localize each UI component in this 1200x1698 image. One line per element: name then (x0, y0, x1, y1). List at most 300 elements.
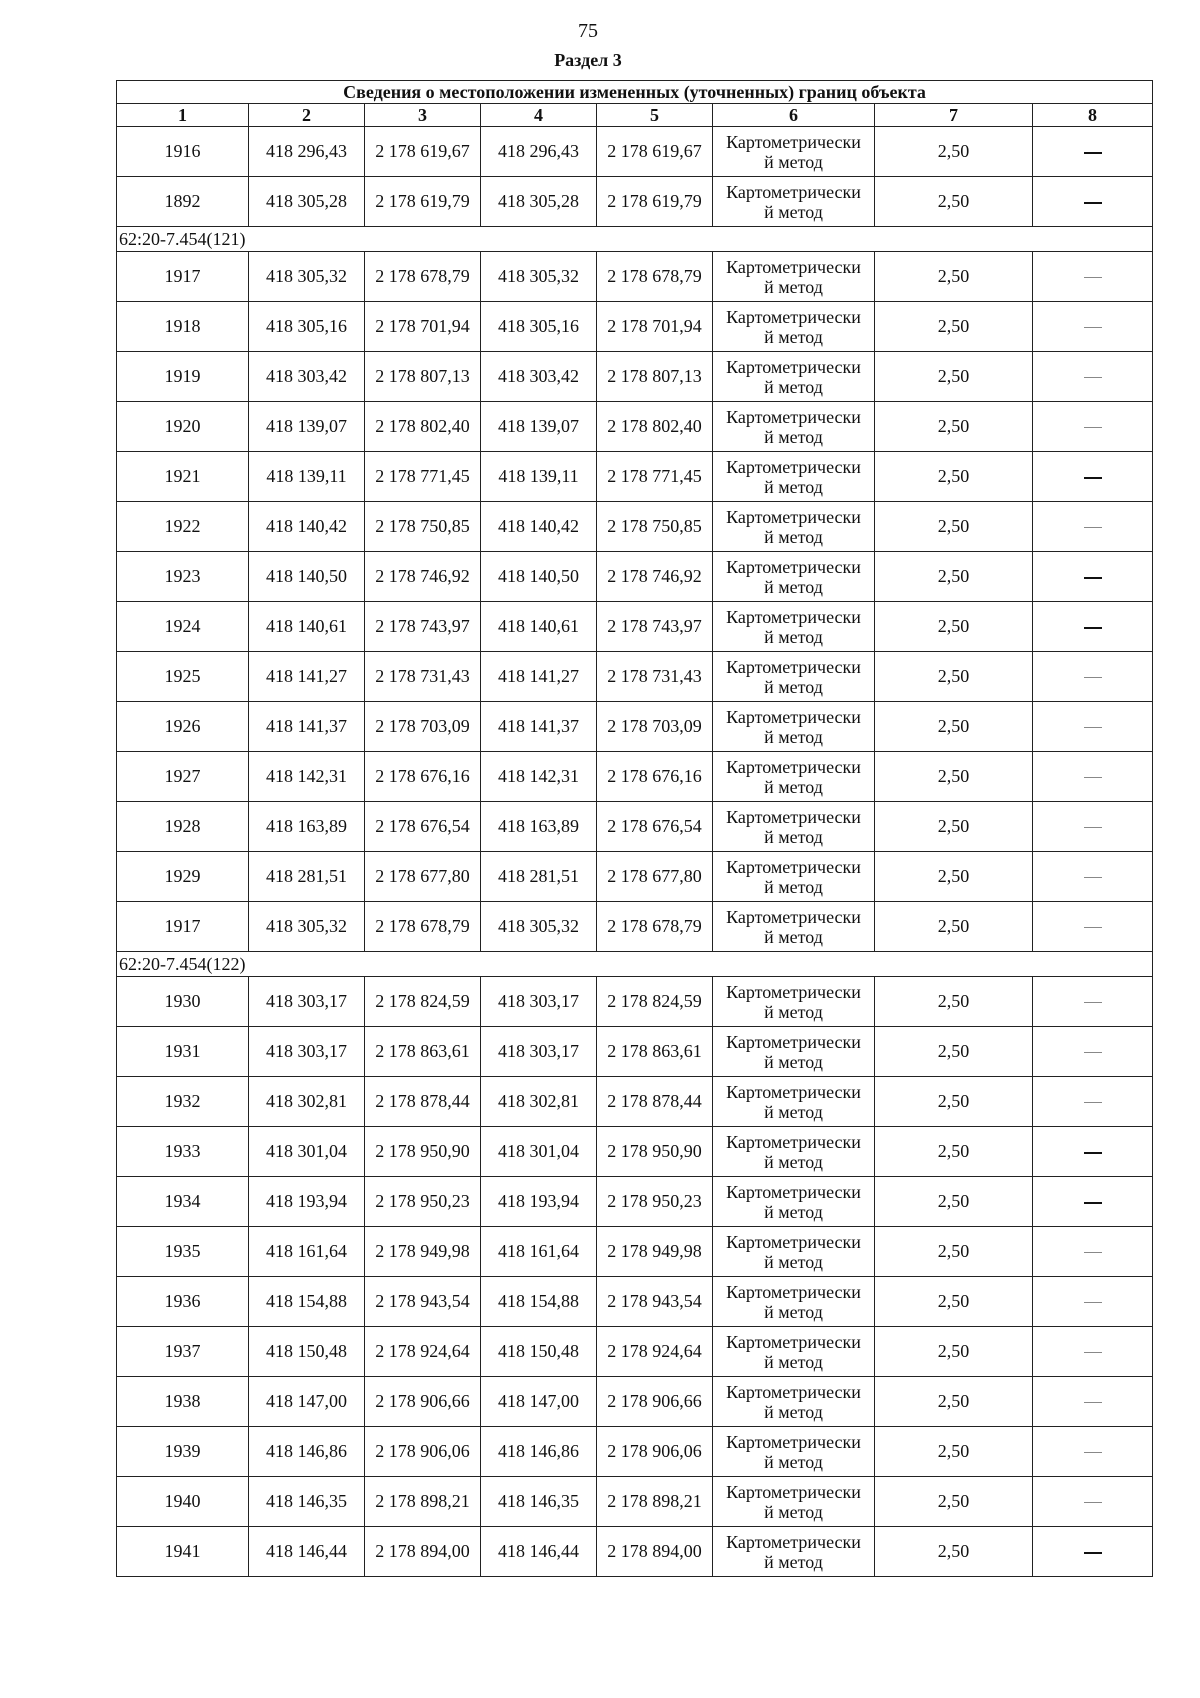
point-id-cell: 1939 (117, 1427, 249, 1477)
y-existing-cell: 2 178 906,66 (365, 1377, 481, 1427)
x-refined-cell: 418 139,07 (481, 402, 597, 452)
method-text-line1: Картометрически (726, 1481, 861, 1502)
method-cell (713, 1427, 875, 1477)
x-refined-cell: 418 140,50 (481, 552, 597, 602)
y-existing-cell: 2 178 743,97 (365, 602, 481, 652)
table-row (117, 127, 1153, 177)
method-text-line1: Картометрически (726, 1231, 861, 1252)
parcel-group-row (117, 952, 1153, 977)
point-id-cell: 1923 (117, 552, 249, 602)
point-id-cell: 1922 (117, 502, 249, 552)
accuracy-cell: 2,50 (875, 1077, 1033, 1127)
accuracy-cell: 2,50 (875, 502, 1033, 552)
dash-mark (1084, 877, 1102, 878)
method-cell (713, 252, 875, 302)
method-text-line2: й метод (764, 826, 823, 847)
method-text-line2: й метод (764, 151, 823, 172)
method-text-line1: Картометрически (726, 906, 861, 927)
accuracy-cell: 2,50 (875, 1477, 1033, 1527)
method-cell (713, 402, 875, 452)
y-existing-cell: 2 178 771,45 (365, 452, 481, 502)
y-refined-cell: 2 178 771,45 (597, 452, 713, 502)
table-row (117, 302, 1153, 352)
method-text-line2: й метод (764, 1001, 823, 1022)
accuracy-cell: 2,50 (875, 352, 1033, 402)
note-cell (1033, 752, 1153, 802)
y-existing-cell: 2 178 863,61 (365, 1027, 481, 1077)
note-cell (1033, 1477, 1153, 1527)
note-cell (1033, 602, 1153, 652)
column-number: 4 (481, 104, 597, 127)
table-row (117, 177, 1153, 227)
table-row (117, 1377, 1153, 1427)
table-row (117, 452, 1153, 502)
point-id-cell: 1940 (117, 1477, 249, 1527)
accuracy-cell: 2,50 (875, 1127, 1033, 1177)
x-refined-cell: 418 140,42 (481, 502, 597, 552)
y-refined-cell: 2 178 878,44 (597, 1077, 713, 1127)
method-cell (713, 902, 875, 952)
method-text-line2: й метод (764, 1201, 823, 1222)
table-row (117, 902, 1153, 952)
note-cell (1033, 302, 1153, 352)
point-id-cell: 1924 (117, 602, 249, 652)
x-refined-cell: 418 302,81 (481, 1077, 597, 1127)
method-text-line2: й метод (764, 376, 823, 397)
x-existing-cell: 418 146,44 (249, 1527, 365, 1577)
accuracy-cell: 2,50 (875, 702, 1033, 752)
method-text-line1: Картометрически (726, 131, 861, 152)
parcel-group-row (117, 227, 1153, 252)
column-number: 2 (249, 104, 365, 127)
method-text-line1: Картометрически (726, 1031, 861, 1052)
dash-mark (1084, 677, 1102, 678)
table-row (117, 752, 1153, 802)
note-cell (1033, 252, 1153, 302)
method-text-line1: Картометрически (726, 856, 861, 877)
x-existing-cell: 418 146,86 (249, 1427, 365, 1477)
x-refined-cell: 418 163,89 (481, 802, 597, 852)
y-refined-cell: 2 178 906,66 (597, 1377, 713, 1427)
method-cell (713, 752, 875, 802)
y-refined-cell: 2 178 863,61 (597, 1027, 713, 1077)
y-existing-cell: 2 178 678,79 (365, 902, 481, 952)
method-text-line2: й метод (764, 1501, 823, 1522)
dash-mark (1084, 1502, 1102, 1503)
method-text-line1: Картометрически (726, 1531, 861, 1552)
note-cell (1033, 402, 1153, 452)
note-cell (1033, 702, 1153, 752)
point-id-cell: 1920 (117, 402, 249, 452)
y-refined-cell: 2 178 701,94 (597, 302, 713, 352)
x-refined-cell: 418 147,00 (481, 1377, 597, 1427)
method-cell (713, 177, 875, 227)
dash-mark (1084, 777, 1102, 778)
dash-mark (1084, 727, 1102, 728)
method-cell (713, 502, 875, 552)
dash-mark (1084, 427, 1102, 428)
table-row (117, 1127, 1153, 1177)
table-row (117, 352, 1153, 402)
method-cell (713, 352, 875, 402)
table-row (117, 1427, 1153, 1477)
y-existing-cell: 2 178 619,79 (365, 177, 481, 227)
column-number: 7 (875, 104, 1033, 127)
accuracy-cell: 2,50 (875, 1227, 1033, 1277)
table-row (117, 1527, 1153, 1577)
table-row (117, 602, 1153, 652)
method-cell (713, 1127, 875, 1177)
y-existing-cell: 2 178 802,40 (365, 402, 481, 452)
method-text-line2: й метод (764, 576, 823, 597)
y-existing-cell: 2 178 949,98 (365, 1227, 481, 1277)
x-existing-cell: 418 281,51 (249, 852, 365, 902)
x-refined-cell: 418 305,28 (481, 177, 597, 227)
note-cell (1033, 1327, 1153, 1377)
table-row (117, 1277, 1153, 1327)
point-id-cell: 1917 (117, 252, 249, 302)
accuracy-cell: 2,50 (875, 1527, 1033, 1577)
method-cell (713, 452, 875, 502)
note-cell (1033, 177, 1153, 227)
note-cell (1033, 552, 1153, 602)
note-cell (1033, 127, 1153, 177)
accuracy-cell: 2,50 (875, 852, 1033, 902)
table-row (117, 702, 1153, 752)
point-id-cell: 1929 (117, 852, 249, 902)
method-text-line1: Картометрически (726, 556, 861, 577)
y-refined-cell: 2 178 894,00 (597, 1527, 713, 1577)
column-number: 5 (597, 104, 713, 127)
y-existing-cell: 2 178 676,54 (365, 802, 481, 852)
x-existing-cell: 418 303,17 (249, 977, 365, 1027)
x-existing-cell: 418 139,07 (249, 402, 365, 452)
point-id-cell: 1931 (117, 1027, 249, 1077)
x-refined-cell: 418 146,35 (481, 1477, 597, 1527)
table-row (117, 802, 1153, 852)
accuracy-cell: 2,50 (875, 452, 1033, 502)
method-text-line2: й метод (764, 1051, 823, 1072)
method-text-line1: Картометрически (726, 1081, 861, 1102)
method-text-line2: й метод (764, 1301, 823, 1322)
dash-mark (1084, 202, 1102, 204)
table-body (117, 127, 1153, 1577)
column-number: 6 (713, 104, 875, 127)
y-refined-cell: 2 178 924,64 (597, 1327, 713, 1377)
y-existing-cell: 2 178 678,79 (365, 252, 481, 302)
dash-mark (1084, 1452, 1102, 1453)
y-refined-cell: 2 178 906,06 (597, 1427, 713, 1477)
x-existing-cell: 418 140,50 (249, 552, 365, 602)
y-existing-cell: 2 178 898,21 (365, 1477, 481, 1527)
method-cell (713, 977, 875, 1027)
method-text-line2: й метод (764, 726, 823, 747)
method-text-line2: й метод (764, 926, 823, 947)
method-cell (713, 852, 875, 902)
method-text-line1: Картометрически (726, 1131, 861, 1152)
x-refined-cell: 418 305,32 (481, 252, 597, 302)
table-row (117, 552, 1153, 602)
y-refined-cell: 2 178 619,67 (597, 127, 713, 177)
note-cell (1033, 802, 1153, 852)
y-refined-cell: 2 178 703,09 (597, 702, 713, 752)
method-text-line2: й метод (764, 1451, 823, 1472)
method-text-line2: й метод (764, 201, 823, 222)
method-cell (713, 652, 875, 702)
y-refined-cell: 2 178 802,40 (597, 402, 713, 452)
method-text-line2: й метод (764, 1251, 823, 1272)
x-existing-cell: 418 303,42 (249, 352, 365, 402)
y-existing-cell: 2 178 676,16 (365, 752, 481, 802)
note-cell (1033, 1177, 1153, 1227)
accuracy-cell: 2,50 (875, 1427, 1033, 1477)
accuracy-cell: 2,50 (875, 752, 1033, 802)
boundary-coordinates-table (116, 80, 1153, 1577)
y-existing-cell: 2 178 703,09 (365, 702, 481, 752)
accuracy-cell: 2,50 (875, 302, 1033, 352)
table-row (117, 252, 1153, 302)
x-existing-cell: 418 305,32 (249, 252, 365, 302)
accuracy-cell: 2,50 (875, 127, 1033, 177)
table-row (117, 852, 1153, 902)
x-existing-cell: 418 302,81 (249, 1077, 365, 1127)
accuracy-cell: 2,50 (875, 1177, 1033, 1227)
y-existing-cell: 2 178 807,13 (365, 352, 481, 402)
x-existing-cell: 418 296,43 (249, 127, 365, 177)
point-id-cell: 1936 (117, 1277, 249, 1327)
x-refined-cell: 418 140,61 (481, 602, 597, 652)
x-existing-cell: 418 146,35 (249, 1477, 365, 1527)
accuracy-cell: 2,50 (875, 1327, 1033, 1377)
y-refined-cell: 2 178 678,79 (597, 902, 713, 952)
note-cell (1033, 902, 1153, 952)
x-refined-cell: 418 305,16 (481, 302, 597, 352)
x-refined-cell: 418 193,94 (481, 1177, 597, 1227)
y-refined-cell: 2 178 731,43 (597, 652, 713, 702)
accuracy-cell: 2,50 (875, 1027, 1033, 1077)
x-refined-cell: 418 301,04 (481, 1127, 597, 1177)
method-text-line1: Картометрически (726, 756, 861, 777)
y-existing-cell: 2 178 894,00 (365, 1527, 481, 1577)
accuracy-cell: 2,50 (875, 602, 1033, 652)
method-cell (713, 602, 875, 652)
dash-mark (1084, 1002, 1102, 1003)
dash-mark (1084, 327, 1102, 328)
method-text-line1: Картометрически (726, 256, 861, 277)
accuracy-cell: 2,50 (875, 1377, 1033, 1427)
note-cell (1033, 1227, 1153, 1277)
point-id-cell: 1933 (117, 1127, 249, 1177)
dash-mark (1084, 1352, 1102, 1353)
y-refined-cell: 2 178 950,23 (597, 1177, 713, 1227)
dash-mark (1084, 1152, 1102, 1154)
y-refined-cell: 2 178 898,21 (597, 1477, 713, 1527)
accuracy-cell: 2,50 (875, 902, 1033, 952)
dash-mark (1084, 477, 1102, 479)
y-existing-cell: 2 178 731,43 (365, 652, 481, 702)
method-text-line2: й метод (764, 1401, 823, 1422)
x-existing-cell: 418 147,00 (249, 1377, 365, 1427)
dash-mark (1084, 1252, 1102, 1253)
x-existing-cell: 418 140,61 (249, 602, 365, 652)
method-text-line1: Картометрически (726, 981, 861, 1002)
method-cell (713, 1527, 875, 1577)
method-text-line2: й метод (764, 526, 823, 547)
note-cell (1033, 1427, 1153, 1477)
point-id-cell: 1927 (117, 752, 249, 802)
table-row (117, 977, 1153, 1027)
method-cell (713, 1477, 875, 1527)
x-existing-cell: 418 301,04 (249, 1127, 365, 1177)
dash-mark (1084, 827, 1102, 828)
method-text-line1: Картометрически (726, 506, 861, 527)
dash-mark (1084, 377, 1102, 378)
point-id-cell: 1918 (117, 302, 249, 352)
method-text-line1: Картометрически (726, 181, 861, 202)
x-existing-cell: 418 305,16 (249, 302, 365, 352)
method-cell (713, 127, 875, 177)
note-cell (1033, 452, 1153, 502)
method-text-line2: й метод (764, 426, 823, 447)
method-text-line1: Картометрически (726, 706, 861, 727)
table-row (117, 502, 1153, 552)
column-number: 3 (365, 104, 481, 127)
dash-mark (1084, 1552, 1102, 1554)
method-text-line2: й метод (764, 1551, 823, 1572)
method-cell (713, 1277, 875, 1327)
column-number-row (117, 104, 1153, 127)
x-refined-cell: 418 154,88 (481, 1277, 597, 1327)
accuracy-cell: 2,50 (875, 177, 1033, 227)
method-cell (713, 1027, 875, 1077)
note-cell (1033, 1277, 1153, 1327)
method-text-line2: й метод (764, 676, 823, 697)
y-refined-cell: 2 178 678,79 (597, 252, 713, 302)
dash-mark (1084, 627, 1102, 629)
method-text-line1: Картометрически (726, 1381, 861, 1402)
method-text-line1: Картометрически (726, 356, 861, 377)
y-existing-cell: 2 178 950,23 (365, 1177, 481, 1227)
x-existing-cell: 418 193,94 (249, 1177, 365, 1227)
method-cell (713, 1327, 875, 1377)
x-refined-cell: 418 146,86 (481, 1427, 597, 1477)
dash-mark (1084, 527, 1102, 528)
y-refined-cell: 2 178 676,54 (597, 802, 713, 852)
table-row (117, 1177, 1153, 1227)
accuracy-cell: 2,50 (875, 1277, 1033, 1327)
dash-mark (1084, 152, 1102, 154)
method-cell (713, 1377, 875, 1427)
method-cell (713, 1227, 875, 1277)
note-cell (1033, 852, 1153, 902)
method-cell (713, 302, 875, 352)
point-id-cell: 1938 (117, 1377, 249, 1427)
dash-mark (1084, 1202, 1102, 1204)
x-refined-cell: 418 303,17 (481, 977, 597, 1027)
method-text-line1: Картометрически (726, 806, 861, 827)
y-refined-cell: 2 178 943,54 (597, 1277, 713, 1327)
x-existing-cell: 418 163,89 (249, 802, 365, 852)
point-id-cell: 1925 (117, 652, 249, 702)
x-existing-cell: 418 161,64 (249, 1227, 365, 1277)
x-existing-cell: 418 140,42 (249, 502, 365, 552)
note-cell (1033, 352, 1153, 402)
x-existing-cell: 418 303,17 (249, 1027, 365, 1077)
x-existing-cell: 418 305,32 (249, 902, 365, 952)
point-id-cell: 1921 (117, 452, 249, 502)
y-refined-cell: 2 178 619,79 (597, 177, 713, 227)
point-id-cell: 1892 (117, 177, 249, 227)
table-row (117, 402, 1153, 452)
method-cell (713, 802, 875, 852)
y-refined-cell: 2 178 750,85 (597, 502, 713, 552)
accuracy-cell: 2,50 (875, 977, 1033, 1027)
method-text-line2: й метод (764, 276, 823, 297)
x-refined-cell: 418 146,44 (481, 1527, 597, 1577)
x-existing-cell: 418 142,31 (249, 752, 365, 802)
point-id-cell: 1934 (117, 1177, 249, 1227)
point-id-cell: 1926 (117, 702, 249, 752)
method-text-line1: Картометрически (726, 1331, 861, 1352)
x-refined-cell: 418 281,51 (481, 852, 597, 902)
y-existing-cell: 2 178 906,06 (365, 1427, 481, 1477)
x-existing-cell: 418 150,48 (249, 1327, 365, 1377)
point-id-cell: 1928 (117, 802, 249, 852)
accuracy-cell: 2,50 (875, 402, 1033, 452)
point-id-cell: 1935 (117, 1227, 249, 1277)
x-existing-cell: 418 141,27 (249, 652, 365, 702)
table-row (117, 1477, 1153, 1527)
x-refined-cell: 418 141,27 (481, 652, 597, 702)
table-row (117, 1227, 1153, 1277)
y-refined-cell: 2 178 676,16 (597, 752, 713, 802)
method-text-line2: й метод (764, 1101, 823, 1122)
y-refined-cell: 2 178 677,80 (597, 852, 713, 902)
dash-mark (1084, 1102, 1102, 1103)
x-existing-cell: 418 154,88 (249, 1277, 365, 1327)
x-refined-cell: 418 150,48 (481, 1327, 597, 1377)
note-cell (1033, 652, 1153, 702)
point-id-cell: 1941 (117, 1527, 249, 1577)
method-text-line1: Картометрически (726, 456, 861, 477)
y-refined-cell: 2 178 743,97 (597, 602, 713, 652)
method-text-line2: й метод (764, 1151, 823, 1172)
method-text-line1: Картометрически (726, 406, 861, 427)
method-text-line1: Картометрически (726, 1281, 861, 1302)
accuracy-cell: 2,50 (875, 652, 1033, 702)
x-refined-cell: 418 305,32 (481, 902, 597, 952)
y-existing-cell: 2 178 677,80 (365, 852, 481, 902)
dash-mark (1084, 1052, 1102, 1053)
method-text-line2: й метод (764, 326, 823, 347)
point-id-cell: 1917 (117, 902, 249, 952)
page-number: 75 (578, 20, 598, 42)
method-text-line2: й метод (764, 1351, 823, 1372)
method-text-line1: Картометрически (726, 1181, 861, 1202)
x-refined-cell: 418 142,31 (481, 752, 597, 802)
y-existing-cell: 2 178 750,85 (365, 502, 481, 552)
method-text-line2: й метод (764, 476, 823, 497)
parcel-group-label: 62:20-7.454(122) (117, 952, 1153, 977)
dash-mark (1084, 927, 1102, 928)
y-existing-cell: 2 178 950,90 (365, 1127, 481, 1177)
method-text-line1: Картометрически (726, 306, 861, 327)
accuracy-cell: 2,50 (875, 252, 1033, 302)
parcel-group-label: 62:20-7.454(121) (117, 227, 1153, 252)
point-id-cell: 1932 (117, 1077, 249, 1127)
y-existing-cell: 2 178 878,44 (365, 1077, 481, 1127)
y-refined-cell: 2 178 950,90 (597, 1127, 713, 1177)
